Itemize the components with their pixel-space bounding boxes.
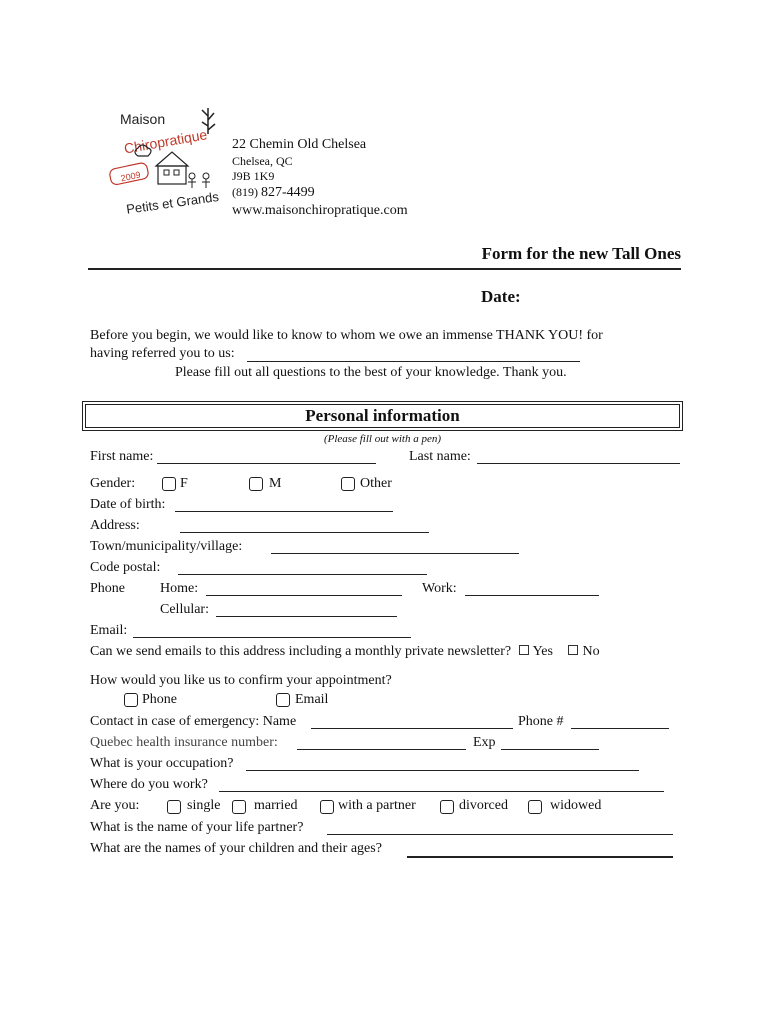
logo-text-maison: Maison	[120, 111, 166, 127]
single-label: single	[187, 798, 221, 813]
last-name-field[interactable]	[477, 463, 680, 464]
clinic-phone	[232, 185, 315, 201]
phone-prefix: (819)	[232, 185, 258, 199]
where-work-field[interactable]	[219, 791, 664, 792]
confirm-phone-label: Phone	[142, 692, 177, 707]
confirm-email-checkbox[interactable]	[276, 693, 290, 707]
gender-f-checkbox[interactable]	[162, 477, 176, 491]
widowed-checkbox[interactable]	[528, 800, 542, 814]
widowed-label: widowed	[550, 798, 602, 813]
single-checkbox[interactable]	[167, 800, 181, 814]
divorced-checkbox[interactable]	[440, 800, 454, 814]
work-label: Work:	[422, 581, 457, 596]
clinic-logo	[108, 104, 228, 222]
phone-number: 827-4499	[261, 185, 315, 200]
with-partner-checkbox[interactable]	[320, 800, 334, 814]
logo-text-year: 2009	[119, 169, 142, 184]
section-title: Personal information	[305, 406, 460, 425]
address-line2: Chelsea, QC	[232, 154, 293, 168]
with-partner-label: with a partner	[338, 798, 416, 813]
address-field[interactable]	[180, 532, 429, 533]
home-label: Home:	[160, 581, 199, 596]
emergency-phone-label: Phone #	[518, 714, 564, 729]
emergency-label: Contact in case of emergency: Name	[90, 714, 297, 729]
postal-code: J9B 1K9	[232, 169, 275, 183]
intro-line3: Please fill out all questions to the best of your knowledge. Thank you.	[175, 365, 567, 380]
intro-line2: having referred you to us:	[90, 346, 235, 361]
occupation-label: What is your occupation?	[90, 756, 234, 771]
logo-text-petits: Petits et Grands	[125, 188, 220, 217]
confirm-email-label: Email	[295, 692, 329, 707]
gender-m-label: M	[269, 476, 282, 491]
code-postal-label: Code postal:	[90, 560, 161, 575]
where-work-label: Where do you work?	[90, 777, 208, 792]
exp-label: Exp	[473, 735, 496, 750]
newsletter-yes-label: Yes	[532, 644, 553, 659]
logo-text-chiro: Chiropratique	[122, 126, 209, 157]
married-label: married	[254, 798, 298, 813]
gender-label: Gender:	[90, 476, 136, 491]
code-postal-field[interactable]	[178, 574, 427, 575]
children-field[interactable]	[407, 856, 673, 858]
clinic-website[interactable]: www.maisonchiropratique.com	[232, 203, 408, 218]
life-partner-field[interactable]	[327, 834, 673, 835]
last-name-label: Last name:	[409, 449, 471, 464]
referral-field[interactable]	[247, 361, 580, 362]
occupation-field[interactable]	[246, 770, 639, 771]
address-line1: 22 Chemin Old Chelsea	[232, 137, 367, 152]
confirm-question: How would you like us to confirm your appointment?	[90, 673, 392, 688]
newsletter-question: Can we send emails to this address including a monthly private newsletter?	[90, 644, 512, 659]
gender-f-label: F	[180, 476, 188, 491]
emergency-name-field[interactable]	[311, 728, 513, 729]
gender-other-checkbox[interactable]	[341, 477, 355, 491]
emergency-phone-field[interactable]	[571, 728, 669, 729]
address-label: Address:	[90, 518, 140, 533]
are-you-label: Are you:	[90, 798, 140, 813]
confirm-phone-checkbox[interactable]	[124, 693, 138, 707]
date-label: Date:	[481, 287, 521, 306]
town-field[interactable]	[271, 553, 519, 554]
newsletter-yes-checkbox[interactable]	[519, 645, 529, 655]
newsletter-no-label: No	[582, 644, 600, 659]
divorced-label: divorced	[459, 798, 508, 813]
dob-field[interactable]	[175, 511, 393, 512]
dob-label: Date of birth:	[90, 497, 166, 512]
town-label: Town/municipality/village:	[90, 539, 243, 554]
form-title: Form for the new Tall Ones	[481, 244, 681, 263]
health-insurance-label: Quebec health insurance number:	[90, 735, 278, 750]
email-label: Email:	[90, 623, 128, 638]
phone-label: Phone	[90, 581, 125, 596]
health-insurance-field[interactable]	[297, 749, 466, 750]
work-phone-field[interactable]	[465, 595, 599, 596]
children-label: What are the names of your children and their ages?	[90, 841, 382, 856]
section-subtitle: (Please fill out with a pen)	[323, 433, 441, 445]
cellular-field[interactable]	[216, 616, 397, 617]
newsletter-row	[90, 644, 600, 660]
first-name-label: First name:	[90, 449, 154, 464]
gender-m-checkbox[interactable]	[249, 477, 263, 491]
home-phone-field[interactable]	[206, 595, 402, 596]
married-checkbox[interactable]	[232, 800, 246, 814]
cellular-label: Cellular:	[160, 602, 209, 617]
email-field[interactable]	[133, 637, 411, 638]
newsletter-no-checkbox[interactable]	[568, 645, 578, 655]
first-name-field[interactable]	[157, 463, 376, 464]
gender-other-label: Other	[360, 476, 392, 491]
exp-field[interactable]	[501, 749, 599, 750]
title-divider	[88, 268, 681, 270]
life-partner-label: What is the name of your life partner?	[90, 820, 304, 835]
intro-line1: Before you begin, we would like to know to whom we owe an immense THANK YOU! for	[90, 328, 603, 343]
